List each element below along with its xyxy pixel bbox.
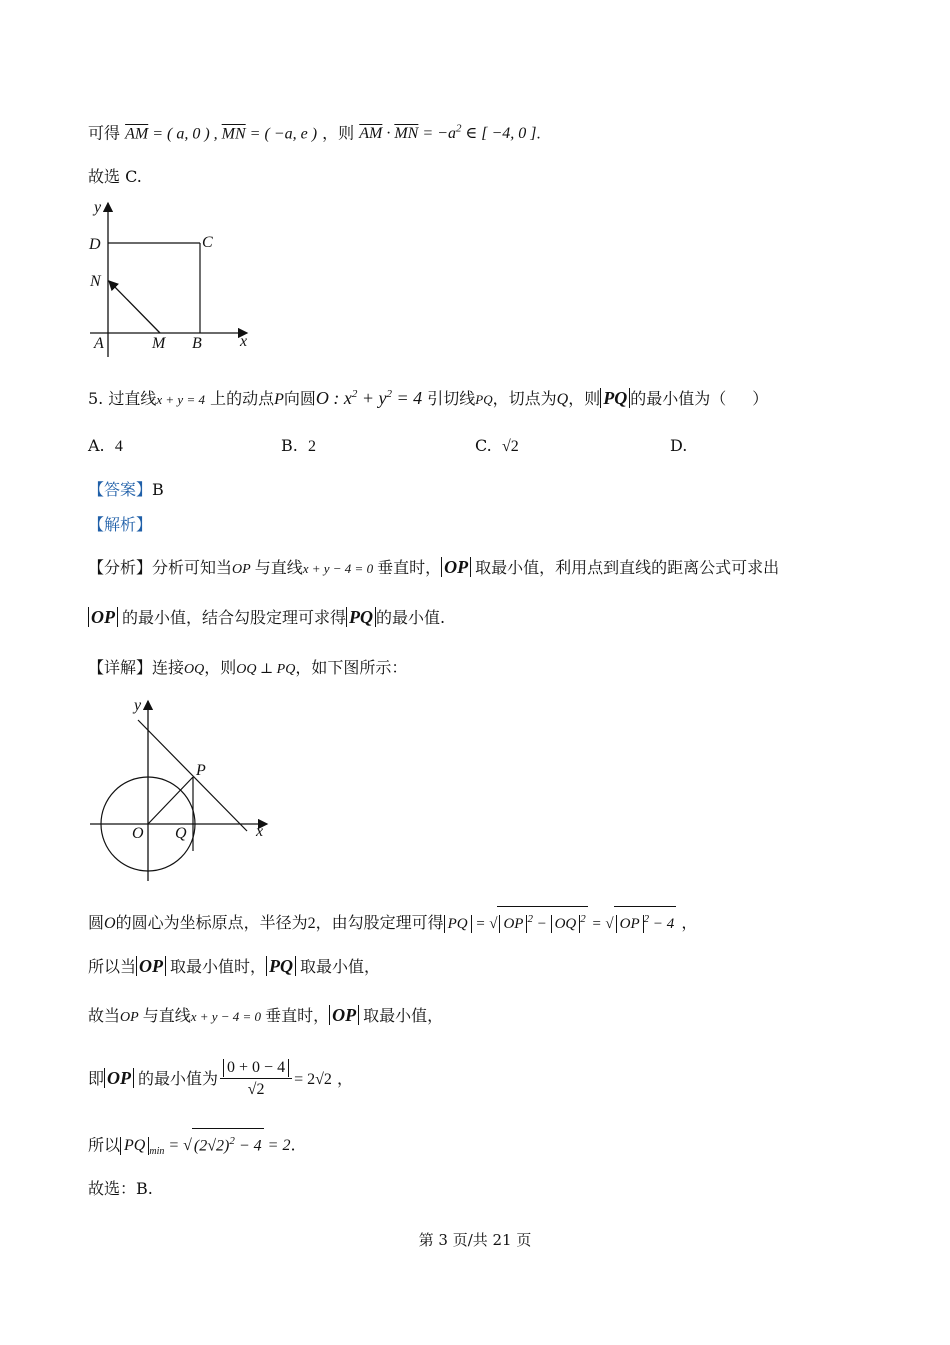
square-figure xyxy=(85,195,265,360)
text: ，则 xyxy=(568,389,601,408)
label-m: M xyxy=(152,335,166,352)
label-q: Q xyxy=(175,825,187,842)
question-number: 5. xyxy=(88,389,104,408)
xiangjie-tag: 【详解】 xyxy=(88,658,153,677)
text: 可得 xyxy=(88,123,121,143)
text: 的最小值为（ xyxy=(630,389,727,408)
label-c: C xyxy=(202,234,213,251)
solution-line-2: 所以当 OP 取最小值时， PQ 取最小值， xyxy=(88,956,381,976)
fenxi-line-2: OP 的最小值，结合勾股定理可求得 PQ 的最小值. xyxy=(88,606,445,630)
label-y: y xyxy=(94,199,102,216)
option-b: B. 2 xyxy=(281,436,317,455)
conclusion-line: 故选 C. xyxy=(88,167,142,186)
text: ） xyxy=(752,389,769,408)
text: ，切点为 xyxy=(492,389,557,408)
solution-line-5: 所以 PQ $_{min}$ = √ $(2√2)^2 - 4 = 2$. xyxy=(88,1128,296,1165)
option-c: C. √2 xyxy=(475,436,519,455)
solution-line-1: 圆O的圆心为坐标原点，半径为2，由勾股定理可得 PQ = √ OP $^2$ − OQ $^2$ = √ OP $^2$ − 4 ， xyxy=(88,906,697,936)
label-p: P xyxy=(196,762,206,779)
distance-fraction: $\frac{0 + 0 - 4}{√2}$ xyxy=(220,1058,292,1101)
option-d: D. xyxy=(670,436,688,455)
label-d: D xyxy=(89,236,101,253)
answer-line xyxy=(88,478,164,502)
label-a: A xyxy=(94,335,104,352)
final-answer-line: 故选：B. xyxy=(88,1179,153,1198)
formula-dot-product: $\overline{AM} \cdot \overline{MN} = -a^2$ ∈ [ −4, 0 ] xyxy=(359,123,537,143)
label-o: O xyxy=(132,825,144,842)
derivation-line-1: 可得 $\overline{AM}$ = ( a, 0 ) , $\overline{MN}$ = ( −a, e ) ，则 $\overline{AM} \cdot \overline{MN} = -a^2$ ∈ [ −4, 0 ]. xyxy=(88,123,541,143)
label-x: x xyxy=(256,823,264,840)
text: 引切线 xyxy=(427,389,476,408)
label-y: y xyxy=(134,697,142,714)
vector-mn xyxy=(109,281,160,333)
page-footer: 第 3 页/共 21 页 xyxy=(418,1231,532,1249)
label-n: N xyxy=(90,273,101,290)
xiangjie-line: 【详解】连接OQ，则OQ ⊥ PQ，如下图所示： xyxy=(88,658,408,677)
text: 过直线 xyxy=(108,389,157,408)
solution-line-3: 故当OP 与直线x + y − 4 = 0 垂直时， OP 取最小值， xyxy=(88,1005,444,1025)
analysis-tag: 【解析】 xyxy=(88,515,153,534)
label-b: B xyxy=(192,335,202,352)
option-a: A. 4 xyxy=(88,436,123,455)
text: 向圆 xyxy=(283,389,316,408)
formula-vectors: $\overline{AM}$ = ( a, 0 ) , $\overline{MN}$ = ( −a, e ) xyxy=(125,125,318,143)
circle-tangent-figure xyxy=(85,695,275,885)
answer-value: B xyxy=(152,480,164,499)
fenxi-line-1: 【分析】分析可知当OP 与直线x + y − 4 = 0 垂直时， OP 取最小值，利用点到直线的距离公式可求出 xyxy=(88,557,780,577)
answer-tag: 【答案】 xyxy=(88,480,153,499)
question-5: 5. 过直线x + y = 4 上的动点P向圆O : $x^2 + y^2 = 4$ 引切线PQ，切点为Q，则 PQ 的最小值为（ ） xyxy=(88,388,769,408)
fenxi-tag: 【分析】 xyxy=(88,558,153,577)
segment-op xyxy=(148,777,193,824)
solution-line-4: 即 OP 的最小值为 $\frac{0 + 0 - 4}{√2}$ = 2√2 ， xyxy=(88,1058,353,1101)
label-x: x xyxy=(240,333,248,350)
text: 上的动点 xyxy=(210,389,275,408)
text: ，则 xyxy=(322,123,355,143)
